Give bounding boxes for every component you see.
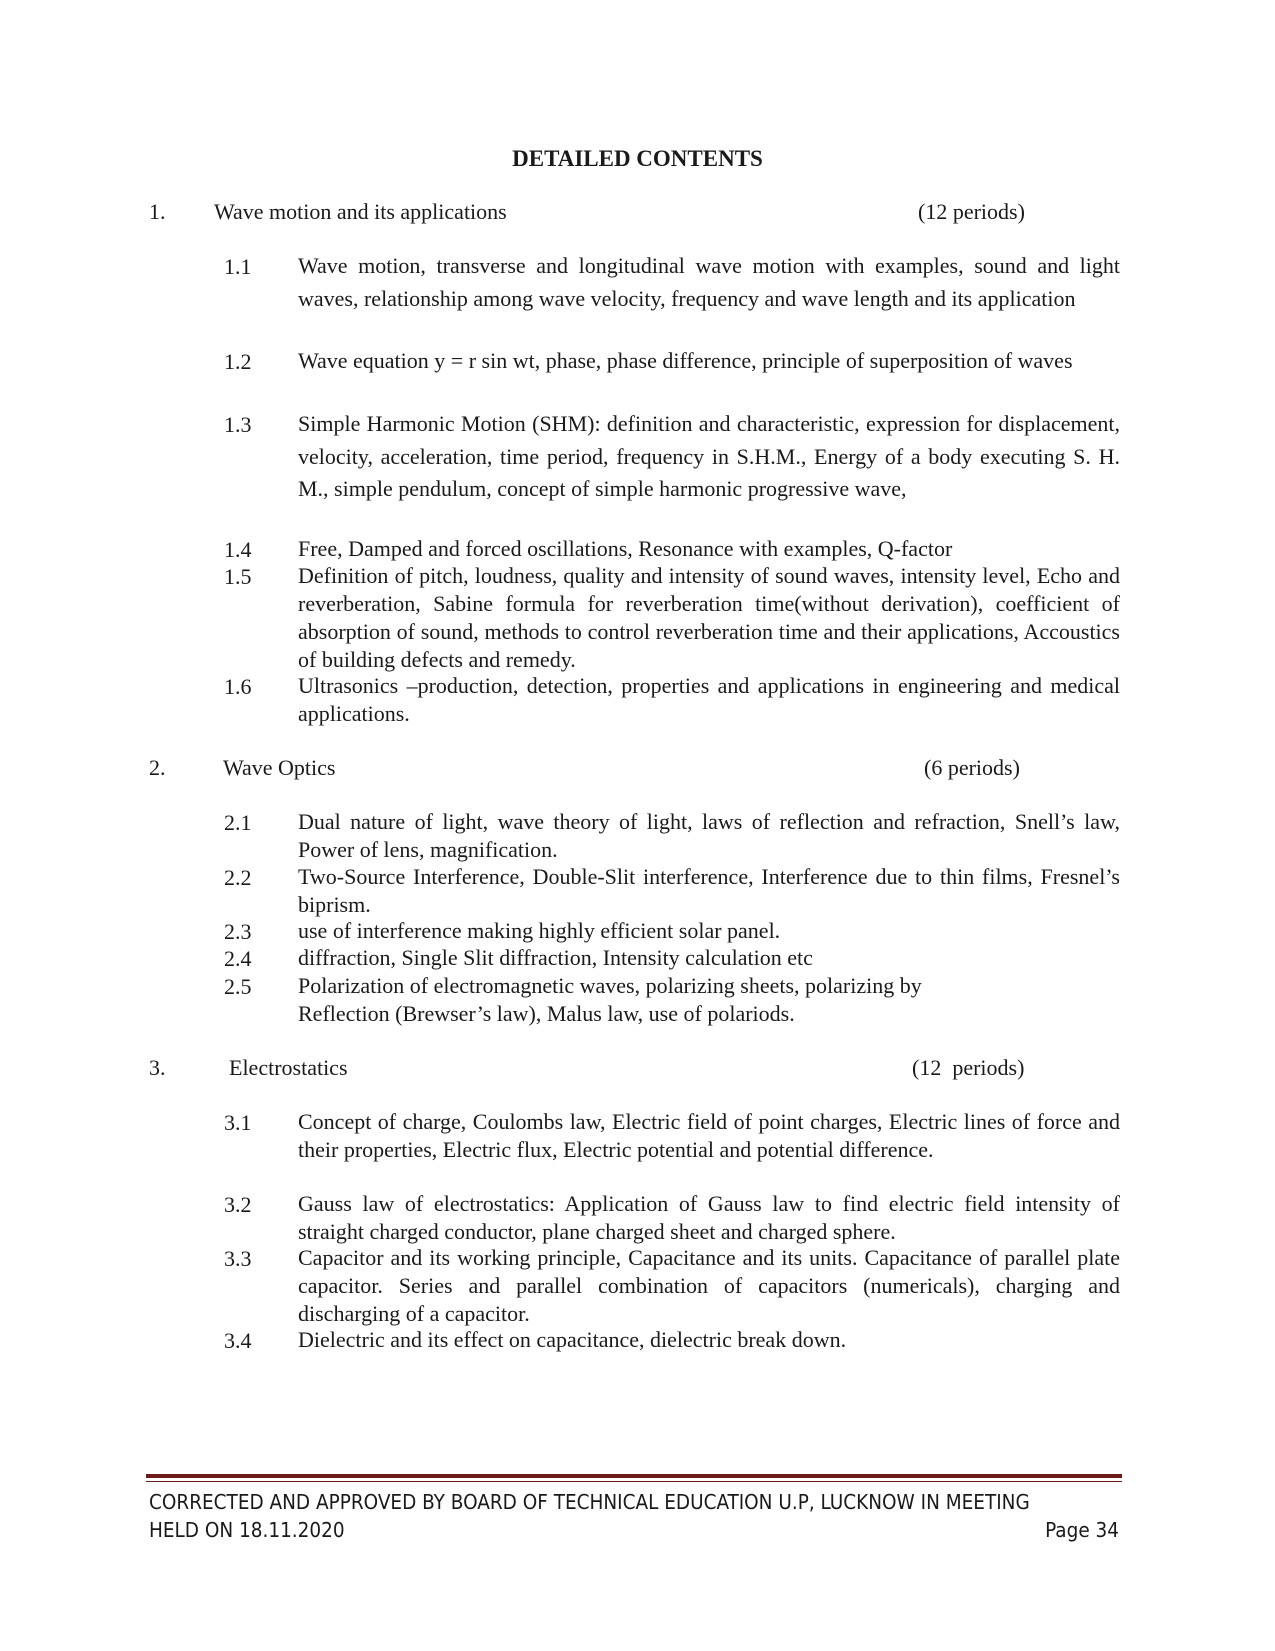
- section-2-periods: (6 periods): [924, 755, 1020, 780]
- section-1-number: 1.: [149, 199, 166, 224]
- footer-rule-thick: [146, 1474, 1122, 1478]
- item-text: diffraction, Single Slit diffraction, Intensity calculation etc: [298, 945, 813, 970]
- footer: [149, 1488, 1119, 1544]
- item-number: 2.4: [224, 946, 252, 971]
- item-number: 1.6: [224, 674, 252, 699]
- footer-meeting-date: HELD ON 18.11.2020: [149, 1518, 345, 1542]
- item-text: Free, Damped and forced oscillations, Resonance with examples, Q-factor: [298, 536, 953, 561]
- section-3-title: Electrostatics: [229, 1055, 348, 1080]
- item-text: Gauss law of electrostatics: Application of Gauss law to find electric field intensity of straight charged conductor, plane charged sheet and charged sphere.: [298, 1191, 1120, 1244]
- item-number: 1.4: [224, 537, 252, 562]
- section-1-periods: (12 periods): [918, 199, 1025, 224]
- section-2-title: Wave Optics: [223, 755, 336, 780]
- item-number: 1.3: [224, 412, 252, 437]
- footer-rule-thin: [146, 1481, 1122, 1482]
- section-3-periods: (12 periods): [912, 1055, 1025, 1080]
- section-2-number: 2.: [149, 755, 166, 780]
- item-number: 1.2: [224, 349, 252, 374]
- item-text: Two-Source Interference, Double-Slit interference, Interference due to thin films, Fresnel’s biprism.: [298, 864, 1120, 917]
- item-number: 3.4: [224, 1328, 252, 1353]
- item-number: 3.1: [224, 1110, 252, 1135]
- item-text: Dual nature of light, wave theory of light, laws of reflection and refraction, Snell’s law, Power of lens, magnification.: [298, 809, 1120, 862]
- item-text: Simple Harmonic Motion (SHM): definition and characteristic, expression for displacement, velocity, acceleration, time period, frequency in S.H.M., Energy of a body executing S. H. M., simple pendulum, concept of simple harmonic progressive wave,: [298, 411, 1120, 501]
- item-text: Ultrasonics –production, detection, properties and applications in engineering and medical applications.: [298, 673, 1120, 726]
- item-text: Dielectric and its effect on capacitance, dielectric break down.: [298, 1327, 847, 1352]
- item-text: Wave motion, transverse and longitudinal wave motion with examples, sound and light waves, relationship among wave velocity, frequency and wave length and its application: [298, 253, 1120, 311]
- page-number: Page 34: [1045, 1518, 1119, 1542]
- item-text: Wave equation y = r sin wt, phase, phase difference, principle of superposition of waves: [298, 348, 1073, 373]
- item-text: Definition of pitch, loudness, quality and intensity of sound waves, intensity level, Echo and reverberation, Sabine formula for reverberation time(without derivation), coefficient of absorption of sound, methods to control reverberation time and their applications, Accoustics of building defects and remedy.: [298, 563, 1120, 672]
- item-number: 1.5: [224, 564, 252, 589]
- section-1-title: Wave motion and its applications: [214, 199, 507, 224]
- footer-second-line: [149, 1516, 1119, 1544]
- item-number: 3.2: [224, 1192, 252, 1217]
- item-number: 2.5: [224, 974, 252, 999]
- item-text: Capacitor and its working principle, Capacitance and its units. Capacitance of parallel plate capacitor. Series and parallel combination of capacitors (numericals), charging and discharging of a capacitor.: [298, 1245, 1120, 1326]
- item-number: 1.1: [224, 254, 252, 279]
- item-text: Concept of charge, Coulombs law, Electric field of point charges, Electric lines of force and their properties, Electric flux, Electric potential and potential difference.: [298, 1109, 1120, 1162]
- item-number: 2.3: [224, 919, 252, 944]
- item-text: Polarization of electromagnetic waves, polarizing sheets, polarizing by Reflection (Brewser’s law), Malus law, use of polariods.: [298, 973, 922, 1026]
- item-number: 2.2: [224, 865, 252, 890]
- item-number: 2.1: [224, 810, 252, 835]
- item-number: 3.3: [224, 1246, 252, 1271]
- footer-approval-line: CORRECTED AND APPROVED BY BOARD OF TECHNICAL EDUCATION U.P, LUCKNOW IN MEETING: [149, 1490, 1030, 1514]
- item-text: use of interference making highly efficient solar panel.: [298, 918, 781, 943]
- section-3-number: 3.: [149, 1055, 166, 1080]
- page-title: DETAILED CONTENTS: [512, 146, 763, 171]
